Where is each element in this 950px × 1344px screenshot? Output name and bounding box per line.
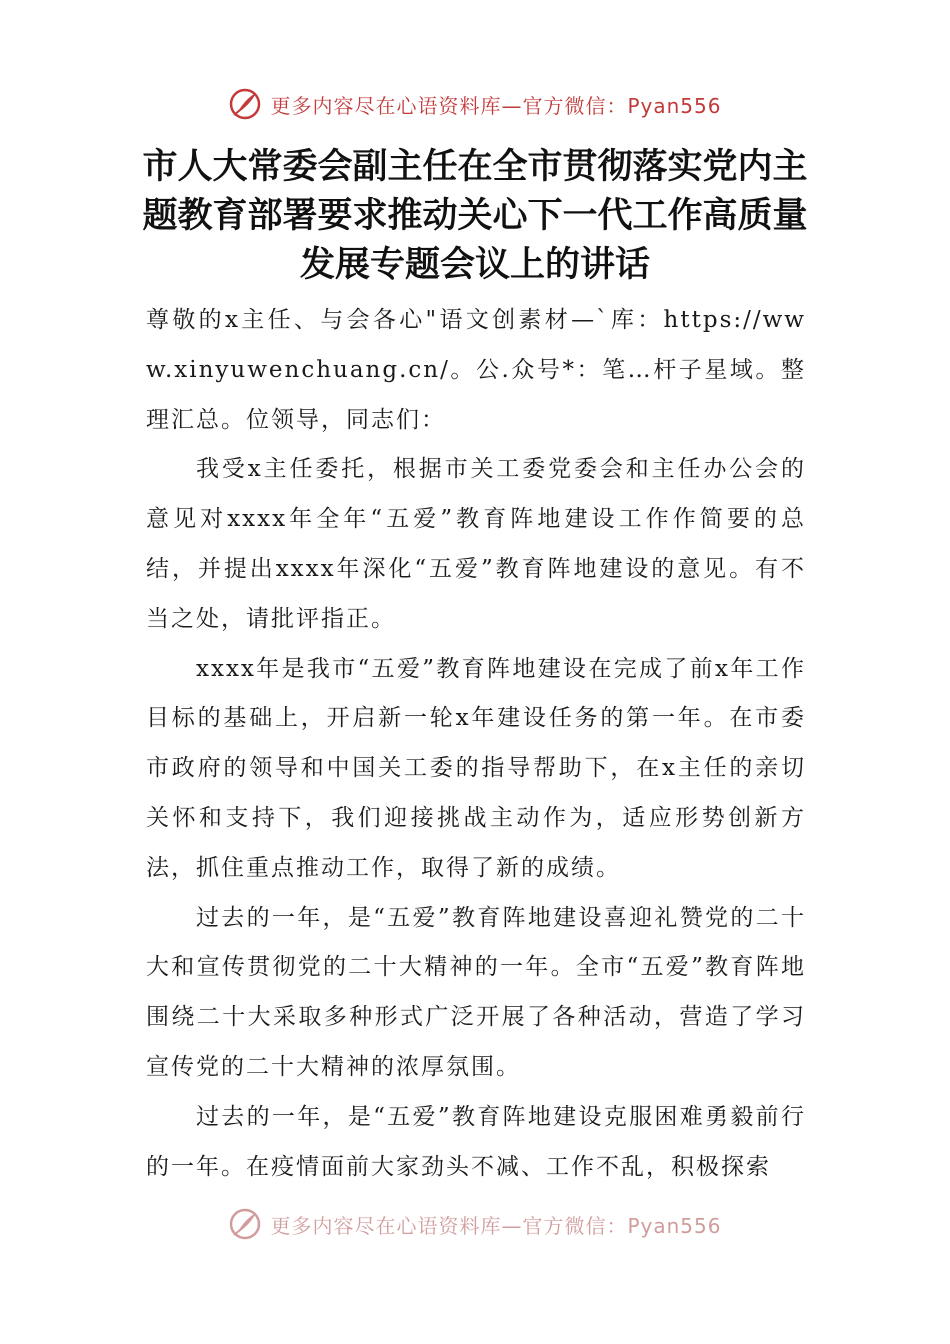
paragraph: 过去的一年，是“五爱”教育阵地建设喜迎礼赞党的二十大和宣传贯彻党的二十大精神的一年。全市“五爱”教育阵地围绕二十大采取多种形式广泛开展了各种活动，营造了学习宣传党的二十大精神的浓厚氛围。 (146, 904, 806, 1080)
footer-watermark-banner (0, 1206, 950, 1242)
footer-banner-text: 更多内容尽在心语资料库—官方微信：Pyan556 (270, 1213, 722, 1238)
header-watermark-banner (0, 84, 950, 124)
paragraph: xxxx年是我市“五爱”教育阵地建设在完成了前x年工作目标的基础上，开启新一轮x年建设任务的第一年。在市委市政府的领导和中国关工委的指导帮助下，在x主任的亲切关怀和支持下，我们迎接挑战主动作为，适应形势创新方法，抓住重点推动工作，取得了新的成绩。 (146, 655, 806, 881)
paragraph-salutation: 尊敬的x主任、与会各心"语文创素材—`库：https://www.xinyuwenchuang.cn/。公.众号*：笔…杆子星域。整理汇总。位领导，同志们： (146, 307, 806, 433)
paragraph: 过去的一年，是“五爱”教育阵地建设克服困难勇毅前行的一年。在疫情面前大家劲头不减、工作不乱，积极探索 (146, 1103, 806, 1180)
document-body (146, 296, 806, 1192)
paragraph: 我受x主任委托，根据市关工委党委会和主任办公会的意见对xxxx年全年“五爱”教育阵地建设工作作简要的总结，并提出xxxx年深化“五爱”教育阵地建设的意见。有不当之处，请批评指正。 (146, 456, 806, 632)
header-banner-text: 更多内容尽在心语资料库—官方微信：Pyan556 (270, 93, 722, 118)
quill-logo-icon (228, 87, 262, 121)
quill-logo-icon (228, 1207, 262, 1241)
document-title: 市人大常委会副主任在全市贯彻落实党内主题教育部署要求推动关心下一代工作高质量发展专题会议上的讲话 (142, 146, 808, 285)
